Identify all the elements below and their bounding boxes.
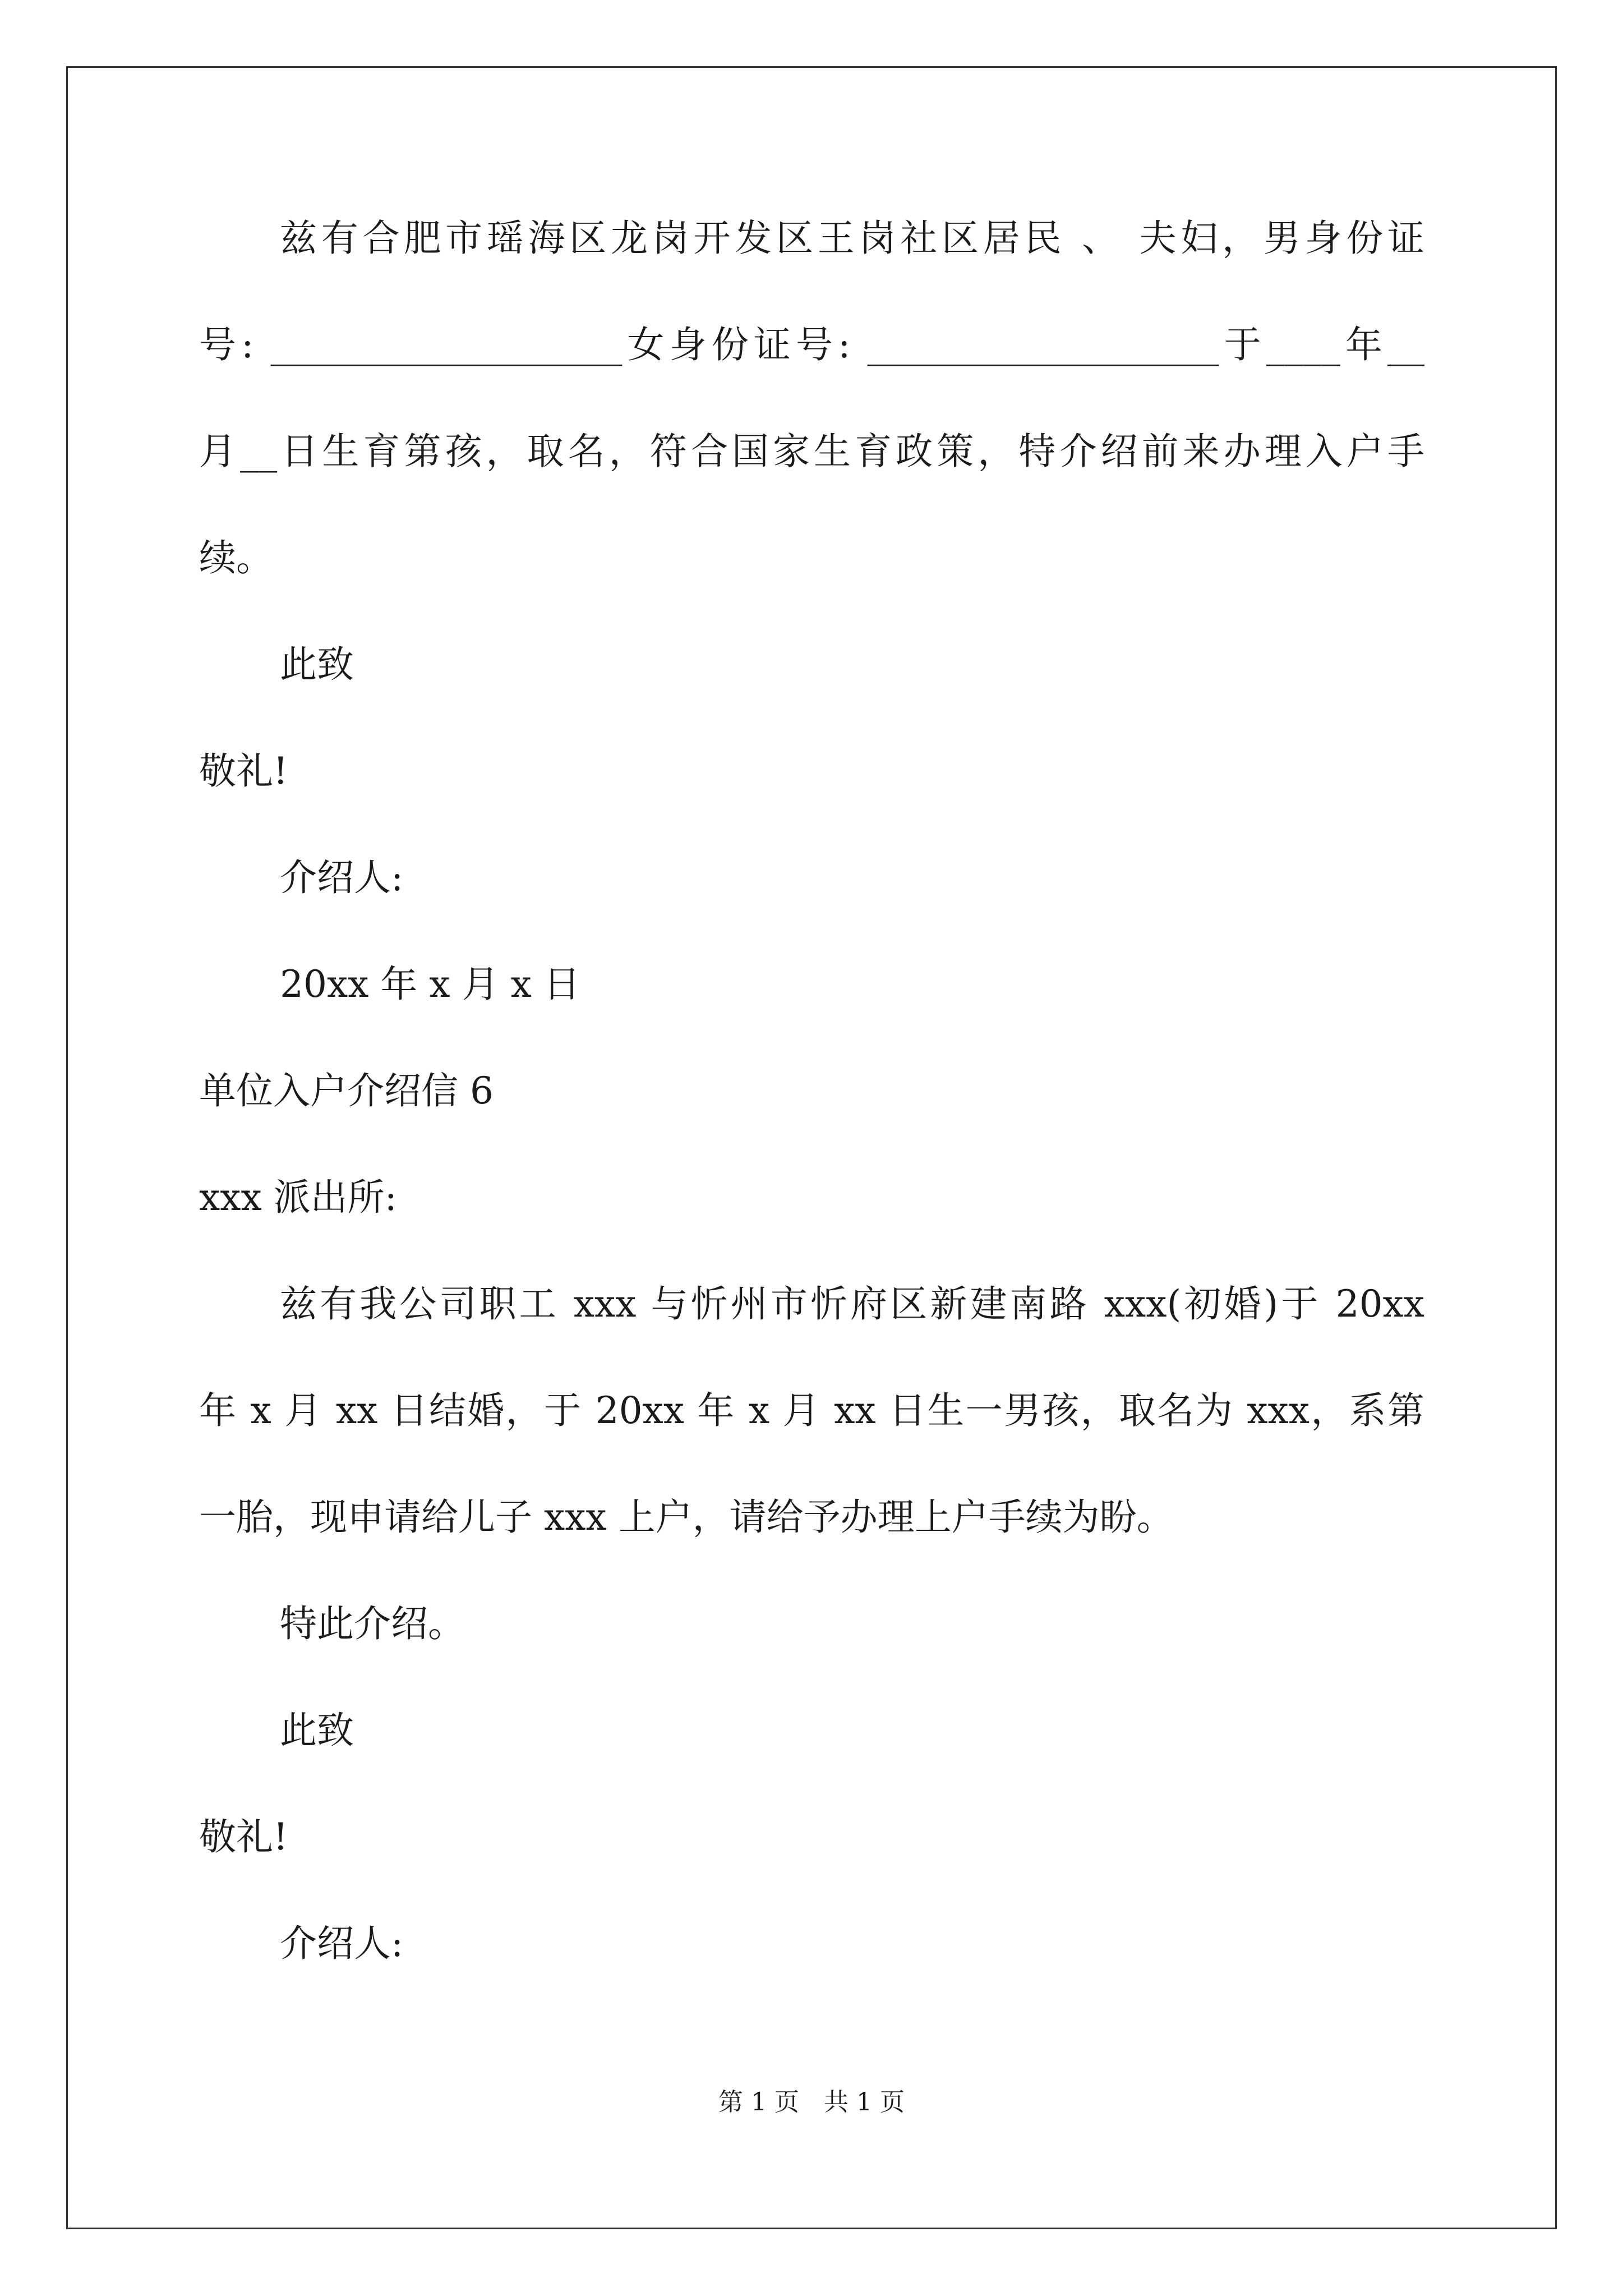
page-border [66,66,1557,2229]
section-title: 单位入户介绍信 6 [199,1069,494,1112]
date-line: 20xx 年 x 月 x 日 [280,963,580,1006]
paragraph2-line2: 年 x 月 xx 日结婚，于 20xx 年 x 月 xx 日生一男孩，取名为 xxx，系第 [199,1389,1424,1432]
paragraph1-line4: 续。 [199,536,273,579]
salutation-text-2: 敬礼! [199,1815,288,1858]
paragraph2-line3: 一胎，现申请给儿子 xxx 上户，请给予办理上户手续为盼。 [199,1496,1174,1539]
paragraph1-line2: 号: ___________________女身份证号: ___________________于____年__ [199,323,1424,366]
paragraph1-line1: 兹有合肥市瑶海区龙岗开发区王岗社区居民 、 夫妇，男身份证 [280,217,1424,260]
paragraph2-line1: 兹有我公司职工 xxx 与忻州市忻府区新建南路 xxx(初婚)于 20xx [280,1282,1424,1326]
closing-text: 此致 [280,643,354,686]
salutation-text: 敬礼! [199,749,288,793]
paragraph1-line3: 月__日生育第孩，取名，符合国家生育政策，特介绍前来办理入户手 [199,430,1424,473]
special-note: 特此介绍。 [280,1602,465,1645]
introducer-label: 介绍人: [280,856,404,899]
page-footer: 第 1 页 共 1 页 [718,2088,905,2116]
introducer-label-2: 介绍人: [280,1922,404,1965]
closing-text-2: 此致 [280,1709,354,1752]
addressee-line: xxx 派出所: [199,1176,397,1219]
